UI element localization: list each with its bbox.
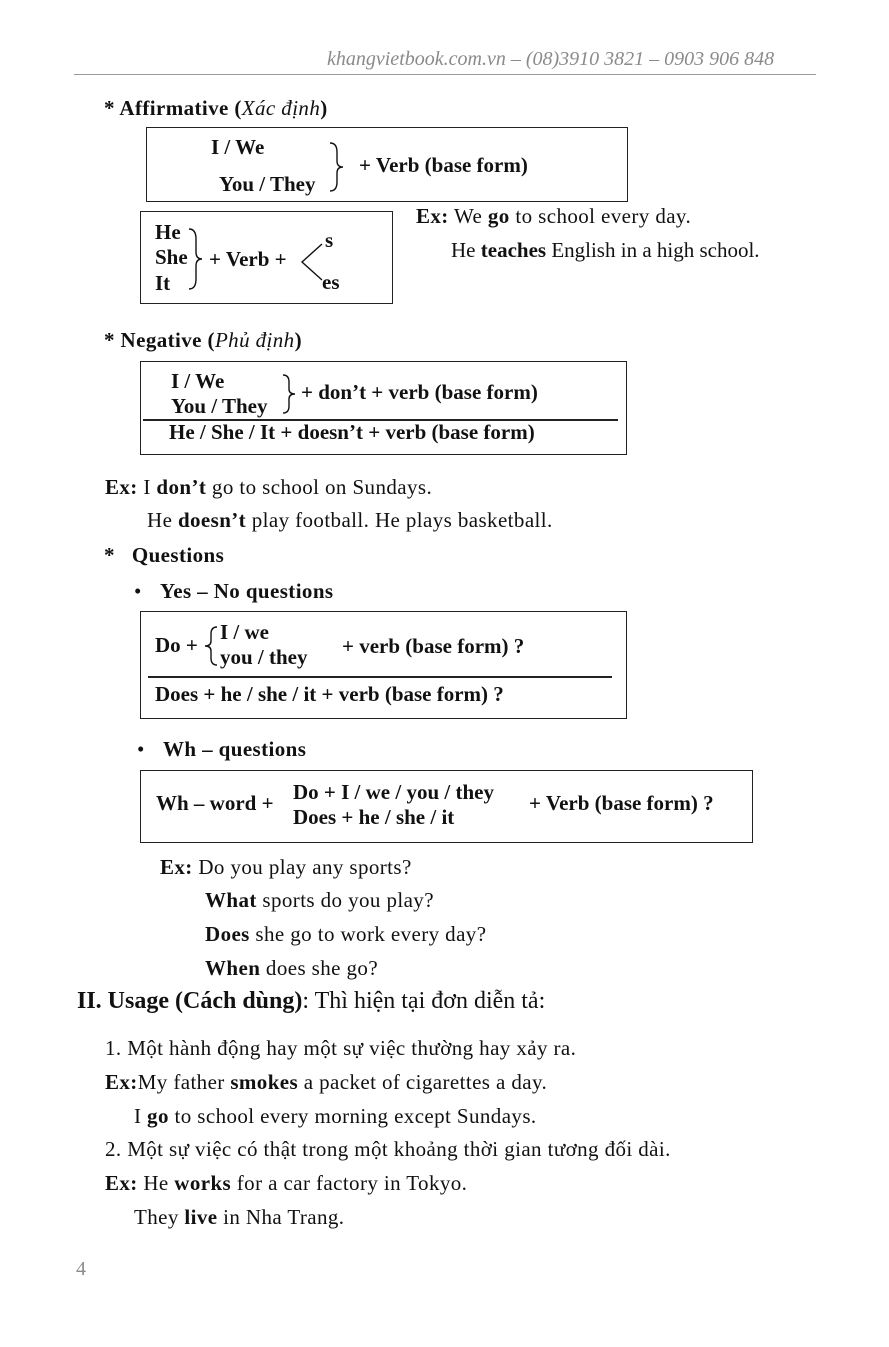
- dont-verb-base-form: + don’t + verb (base form): [301, 380, 538, 404]
- usage-heading: II. Usage (Cách dùng): Thì hiện tại đơn diễn tả:: [77, 988, 546, 1014]
- suffix-es: es: [322, 270, 340, 294]
- questions-example-2: What sports do you play?: [205, 888, 434, 912]
- suffix-s: s: [325, 228, 334, 252]
- wh-word-plus: Wh – word +: [156, 791, 274, 815]
- do-plus: Do +: [155, 633, 198, 657]
- bullet-icon: •: [137, 737, 145, 761]
- affirmative-heading: * Affirmative (Xác định): [104, 96, 328, 120]
- questions-example-3: Does she go to work every day?: [205, 922, 487, 946]
- subject-he: He: [155, 220, 181, 244]
- usage-point-1: 1. Một hành động hay một sự việc thường hay xảy ra.: [105, 1036, 577, 1060]
- usage-example-3: Ex: He works for a car factory in Tokyo.: [105, 1171, 468, 1195]
- header-rule: [74, 74, 816, 75]
- brace-icon: [328, 142, 344, 192]
- affirmative-example-2: He teaches English in a high school.: [451, 238, 760, 262]
- verb-base-form-question: + Verb (base form) ?: [529, 791, 714, 815]
- subject-i-we: I / we: [220, 620, 269, 644]
- usage-point-2: 2. Một sự việc có thật trong một khoảng thời gian tương đối dài.: [105, 1137, 671, 1161]
- bullet-icon: •: [134, 579, 142, 603]
- brace-icon: [203, 626, 219, 666]
- doesnt-formula: He / She / It + doesn’t + verb (base form): [169, 420, 535, 444]
- subject-i-we: I / We: [211, 135, 265, 159]
- usage-example-4: They live in Nha Trang.: [134, 1205, 345, 1229]
- negative-example-1: Ex: I don’t go to school on Sundays.: [105, 475, 433, 499]
- page-header: khangvietbook.com.vn – (08)3910 3821 – 0903 906 848: [327, 48, 775, 70]
- affirmative-example-1: Ex: We go to school every day.: [416, 204, 692, 228]
- usage-example-1: Ex:My father smokes a packet of cigarettes a day.: [105, 1070, 548, 1094]
- questions-example-4: When does she go?: [205, 956, 379, 980]
- subject-you-they: You / They: [171, 394, 268, 418]
- angle-bracket-icon: [300, 242, 324, 282]
- verb-plus: + Verb +: [209, 247, 287, 271]
- brace-icon: [187, 228, 203, 290]
- brace-icon: [281, 374, 297, 414]
- yes-no-questions-title: Yes – No questions: [160, 579, 334, 603]
- divider: [148, 676, 612, 678]
- wh-questions-title: Wh – questions: [163, 737, 307, 761]
- subject-i-we: I / We: [171, 369, 225, 393]
- does-formula: Does + he / she / it + verb (base form) ?: [155, 682, 504, 706]
- page-number: 4: [76, 1258, 86, 1280]
- questions-example-1: Ex: Do you play any sports?: [160, 855, 412, 879]
- subject-she: She: [155, 245, 188, 269]
- negative-example-2: He doesn’t play football. He plays basketball.: [147, 508, 553, 532]
- verb-base-form: + Verb (base form): [359, 153, 528, 177]
- do-subjects: Do + I / we / you / they: [293, 780, 494, 804]
- does-subjects: Does + he / she / it: [293, 805, 455, 829]
- subject-it: It: [155, 271, 171, 295]
- questions-heading: * Questions: [104, 543, 225, 567]
- usage-example-2: I go to school every morning except Sundays.: [134, 1104, 537, 1128]
- subject-you-they: you / they: [220, 645, 308, 669]
- subject-you-they: You / They: [219, 172, 316, 196]
- negative-heading: * Negative (Phủ định): [104, 328, 302, 352]
- verb-base-form-question: + verb (base form) ?: [342, 634, 525, 658]
